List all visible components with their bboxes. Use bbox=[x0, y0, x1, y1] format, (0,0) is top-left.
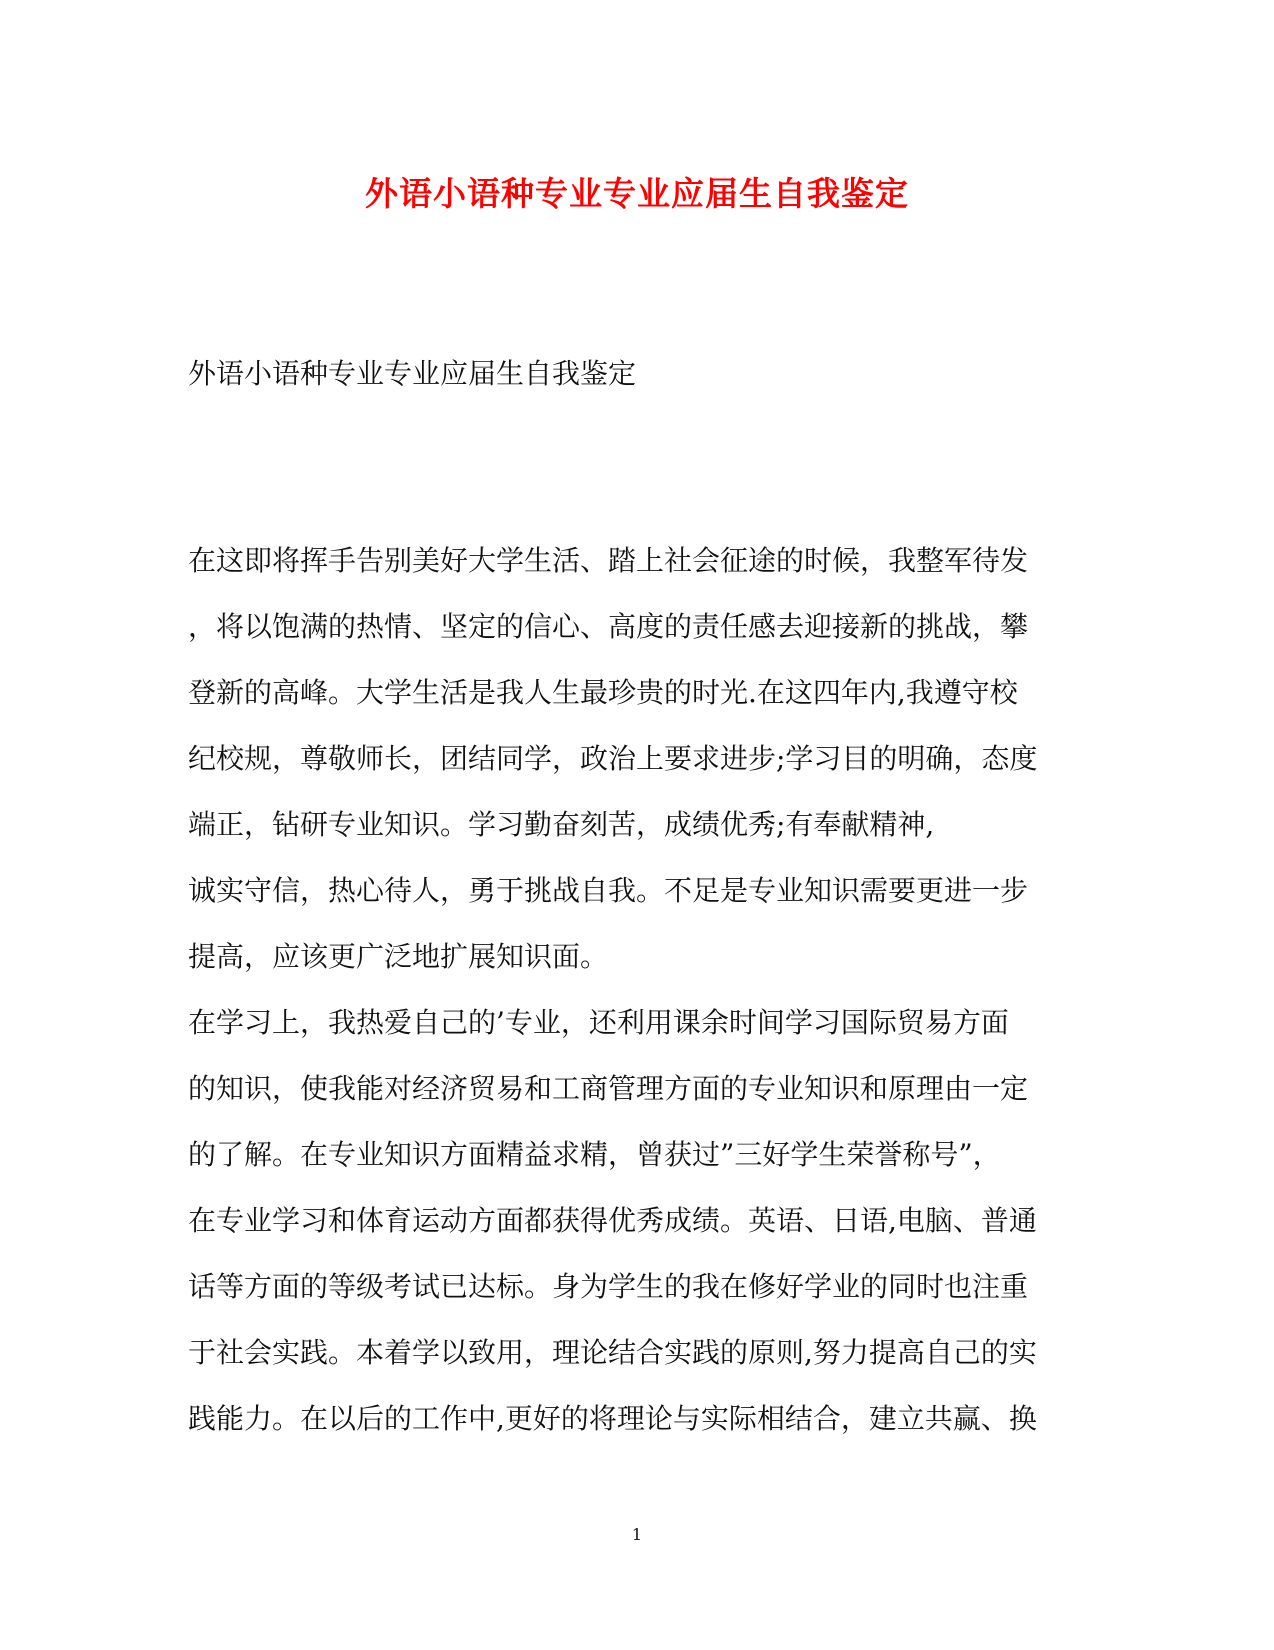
body-line: 于社会实践。本着学以致用，理论结合实践的原则,努力提高自己的实 bbox=[188, 1336, 1037, 1369]
document-body bbox=[188, 543, 1088, 1467]
body-line: 纪校规，尊敬师长，团结同学，政治上要求进步;学习目的明确，态度 bbox=[188, 742, 1038, 775]
body-line: 登新的高峰。大学生活是我人生最珍贵的时光.在这四年内,我遵守校 bbox=[188, 676, 1018, 709]
body-line: ，将以饱满的热情、坚定的信心、高度的责任感去迎接新的挑战，攀 bbox=[188, 610, 1029, 643]
body-line: 诚实守信，热心待人，勇于挑战自我。不足是专业知识需要更进一步 bbox=[188, 874, 1029, 907]
page-number: 1 bbox=[631, 1525, 643, 1544]
body-line: 在学习上，我热爱自己的’专业，还利用课余时间学习国际贸易方面 bbox=[188, 1006, 1009, 1039]
body-line: 的知识，使我能对经济贸易和工商管理方面的专业知识和原理由一定 bbox=[188, 1072, 1029, 1105]
document-subtitle: 外语小语种专业专业应届生自我鉴定 bbox=[188, 357, 637, 390]
body-line: 在这即将挥手告别美好大学生活、踏上社会征途的时候，我整军待发 bbox=[188, 544, 1029, 577]
body-line: 的了解。在专业知识方面精益求精，曾获过”三好学生荣誉称号”， bbox=[188, 1138, 1001, 1171]
document-title: 外语小语种专业专业应届生自我鉴定 bbox=[365, 174, 909, 213]
body-line: 端正，钻研专业知识。学习勤奋刻苦，成绩优秀;有奉献精神, bbox=[188, 808, 935, 841]
body-line: 践能力。在以后的工作中,更好的将理论与实际相结合，建立共赢、换 bbox=[188, 1402, 1037, 1435]
body-line: 在专业学习和体育运动方面都获得优秀成绩。英语、日语,电脑、普通 bbox=[188, 1204, 1037, 1237]
body-line: 提高，应该更广泛地扩展知识面。 bbox=[188, 940, 609, 973]
body-line: 话等方面的等级考试已达标。身为学生的我在修好学业的同时也注重 bbox=[188, 1270, 1029, 1303]
